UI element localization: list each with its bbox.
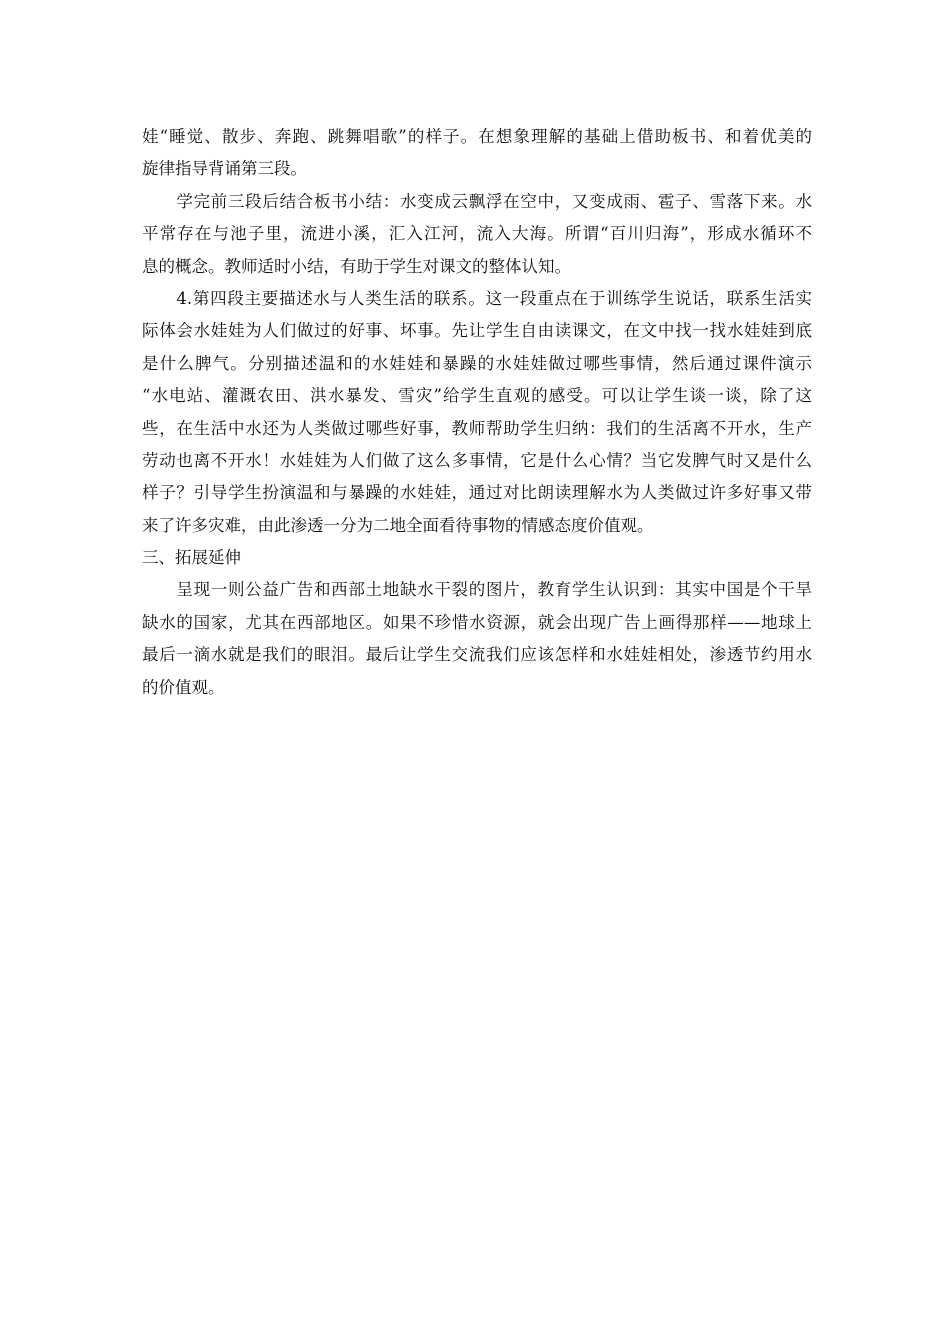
text-line: 4.第四段主要描述水与人类生活的联系。这一段重点在于训练学生说话，联系生活实 [142,288,812,308]
text-line: “水电站、灌溉农田、洪水暴发、雪灾”给学生直观的感受。可以让学生谈一谈，除了这 [142,386,812,406]
text-line: 样子？引导学生扮演温和与暴躁的水娃娃，通过对比朗读理解水为人类做过许多好事又带 [142,483,812,503]
text-line: 的价值观。 [142,677,225,697]
text-line: 娃“睡觉、散步、奔跑、跳舞唱歌”的样子。在想象理解的基础上借助板书、和着优美的 [142,127,812,146]
section-heading [142,542,812,574]
paragraph-1 [142,121,812,186]
text-line: 呈现一则公益广告和西部土地缺水干裂的图片，教育学生认识到：其实中国是个干旱 [142,580,812,600]
paragraph-4 [142,574,812,704]
paragraph-3 [142,283,812,542]
text-line: 来了许多灾难，由此渗透一分为二地全面看待事物的情感态度价值观。 [142,515,654,535]
text-line: 息的概念。教师适时小结，有助于学生对课文的整体认知。 [142,256,571,276]
text-line: 旋律指导背诵第三段。 [142,159,307,179]
text-line: 学完前三段后结合板书小结：水变成云飘浮在空中，又变成雨、雹子、雪落下来。水 [142,191,812,211]
text-line: 最后一滴水就是我们的眼泪。最后让学生交流我们应该怎样和水娃娃相处，渗透节约用水 [142,645,812,665]
section-heading-text: 三、拓展延伸 [142,548,241,568]
text-line: 平常存在与池子里，流进小溪，汇入江河，流入大海。所谓“百川归海”，形成水循环不 [142,224,812,244]
text-line: 劳动也离不开水！水娃娃为人们做了这么多事情，它是什么心情？当它发脾气时又是什么 [142,450,812,470]
document-body [142,121,812,704]
text-line: 些，在生活中水还为人类做过哪些好事，教师帮助学生归纳：我们的生活离不开水，生产 [142,418,812,438]
text-line: 际体会水娃娃为人们做过的好事、坏事。先让学生自由读课文，在文中找一找水娃娃到底 [142,321,812,341]
paragraph-2 [142,186,812,283]
text-line: 缺水的国家，尤其在西部地区。如果不珍惜水资源，就会出现广告上画得那样——地球上 [142,612,812,632]
text-line: 是什么脾气。分别描述温和的水娃娃和暴躁的水娃娃做过哪些事情，然后通过课件演示 [142,353,812,373]
